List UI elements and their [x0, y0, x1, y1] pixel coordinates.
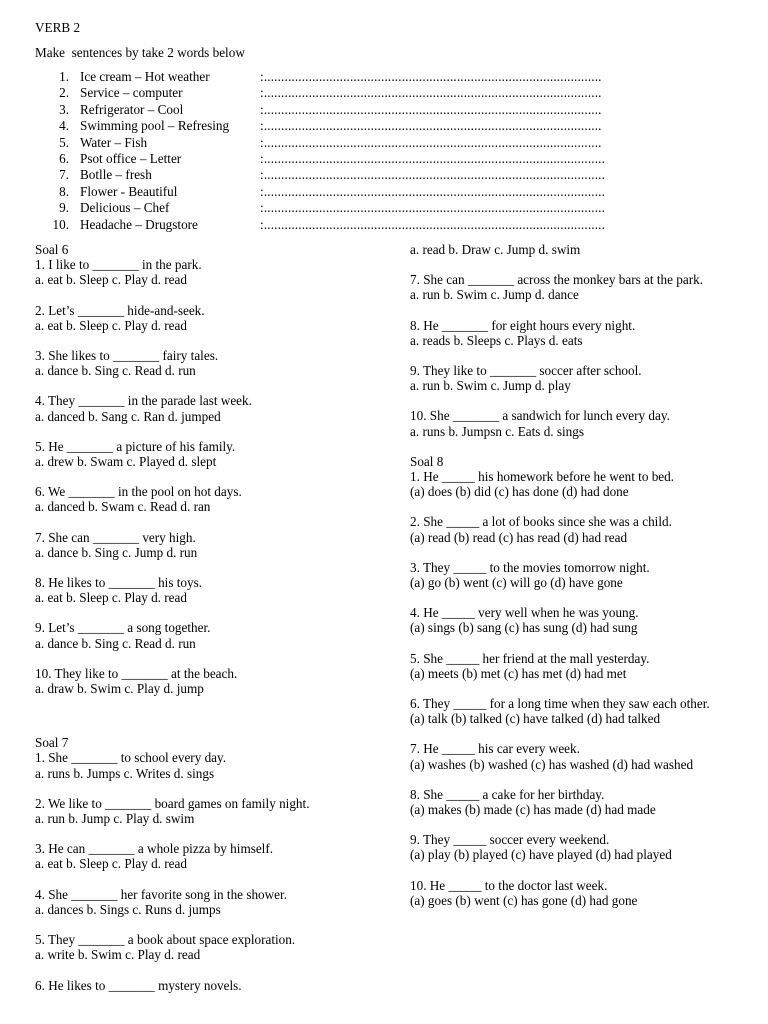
list-number: 8. [59, 183, 69, 199]
question-item [35, 887, 385, 917]
word-pair-text: Service – computer [80, 85, 183, 101]
section-title: Soal 7 [35, 735, 69, 751]
question-item [35, 484, 385, 514]
word-pair-item [35, 135, 735, 151]
question-text: 9. Let’s _______ a song together. [35, 620, 211, 636]
answer-options: a. eat b. Sleep c. Play d. read [35, 590, 187, 606]
answer-line: :................................................................................................... [260, 216, 606, 232]
answer-line: :.................................................................................................. [260, 101, 602, 117]
word-pair-item [35, 69, 735, 85]
list-number: 7. [59, 167, 69, 183]
answer-options: (a) does (b) did (c) has done (d) had done [410, 484, 629, 500]
question-item [410, 651, 740, 681]
question-item [410, 318, 740, 348]
word-pair-text: Flower - Beautiful [80, 183, 178, 199]
question-text: 9. They _____ soccer every weekend. [410, 832, 610, 848]
word-pair-item [35, 102, 735, 118]
question-item [410, 469, 740, 499]
question-text: 4. She _______ her favorite song in the shower. [35, 886, 287, 902]
question-text: 6. They _____ for a long time when they saw each other. [410, 696, 710, 712]
answer-options: a. run b. Swim c. Jump d. play [410, 378, 571, 394]
question-item [35, 257, 385, 287]
answer-options: (a) makes (b) made (c) has made (d) had made [410, 802, 656, 818]
question-item [35, 575, 385, 605]
question-text: 6. We _______ in the pool on hot days. [35, 484, 242, 500]
answer-options: a. read b. Draw c. Jump d. swim [410, 242, 581, 257]
question-text: 5. He _______ a picture of his family. [35, 438, 236, 454]
question-item [35, 796, 385, 826]
list-number: 2. [59, 85, 69, 101]
question-text: 10. They like to _______ at the beach. [35, 665, 238, 681]
answer-options: a. dances b. Sings c. Runs d. jumps [35, 901, 221, 917]
question-text: 7. She can _______ very high. [35, 529, 196, 545]
soal7-section [35, 735, 385, 992]
soal6-section [35, 242, 385, 696]
question-text: 4. He _____ very well when he was young. [410, 605, 639, 621]
answer-options: a. run b. Jump c. Play d. swim [35, 811, 195, 827]
question-text: 9. They like to _______ soccer after school. [410, 363, 642, 379]
word-pair-text: Ice cream – Hot weather [80, 69, 210, 84]
answer-options: (a) read (b) read (c) has read (d) had read [410, 529, 628, 545]
question-item [35, 750, 385, 780]
list-number: 9. [59, 200, 69, 216]
answer-options: a. runs b. Jumpsn c. Eats d. sings [410, 423, 584, 439]
answer-options: a. reads b. Sleeps c. Plays d. eats [410, 332, 583, 348]
question-item [35, 841, 385, 871]
answer-options: (a) sings (b) sang (c) has sung (d) had sung [410, 620, 638, 636]
answer-options: (a) play (b) played (c) have played (d) had played [410, 847, 672, 863]
answer-line: :................................................................................................... [260, 183, 606, 199]
answer-options: (a) washes (b) washed (c) has washed (d) had washed [410, 756, 694, 772]
question-item [410, 741, 740, 771]
question-text: 10. She _______ a sandwich for lunch every day. [410, 408, 670, 424]
question-text: 8. He likes to _______ his toys. [35, 575, 203, 591]
question-text: 4. They _______ in the parade last week. [35, 393, 252, 409]
word-pair-item [35, 184, 735, 200]
answer-options: a. danced b. Sang c. Ran d. jumped [35, 408, 221, 424]
question-text: 1. He _____ his homework before he went to bed. [410, 469, 675, 485]
list-number: 10. [52, 216, 69, 232]
answer-options: (a) go (b) went (c) will go (d) have gone [410, 575, 623, 591]
word-pair-text: Refrigerator – Cool [80, 101, 184, 117]
question-item [410, 363, 740, 393]
question-text: 8. He _______ for eight hours every night. [410, 317, 636, 333]
answer-options: a. run b. Swim c. Jump d. dance [410, 287, 579, 303]
word-pair-item [35, 118, 735, 134]
question-item [410, 696, 740, 726]
question-text: 6. He likes to _______ mystery novels. [35, 977, 242, 993]
word-pair-item [35, 85, 735, 101]
word-pair-list [35, 69, 735, 233]
answer-options: a. eat b. Sleep c. Play d. read [35, 317, 187, 333]
answer-options: a. write b. Swim c. Play d. read [35, 947, 201, 963]
answer-options: a. eat b. Sleep c. Play d. read [35, 856, 187, 872]
question-text: 7. He _____ his car every week. [410, 741, 580, 757]
word-pair-item [35, 167, 735, 183]
page-title: VERB 2 [35, 20, 81, 35]
question-text: 5. She _____ her friend at the mall yesterday. [410, 650, 650, 666]
answer-options: a. dance b. Sing c. Read d. run [35, 363, 196, 379]
question-item [410, 605, 740, 635]
question-item [35, 439, 385, 469]
question-item [35, 666, 385, 696]
answer-line: :................................................................................................... [260, 200, 606, 216]
question-item [35, 348, 385, 378]
word-pair-item [35, 151, 735, 167]
question-item [35, 620, 385, 650]
question-text: 1. She _______ to school every day. [35, 750, 227, 766]
instruction-text: Make sentences by take 2 words below [35, 45, 245, 60]
answer-line: :................................................................................................... [260, 150, 606, 166]
section-title: Soal 8 [410, 453, 444, 469]
answer-options: a. dance b. Sing c. Jump d. run [35, 544, 198, 560]
word-pair-text: Delicious – Chef [80, 200, 170, 216]
answer-line: :.................................................................................................. [260, 118, 602, 134]
answer-options: (a) talk (b) talked (c) have talked (d) had talked [410, 711, 661, 727]
answer-options: a. drew b. Swam c. Played d. slept [35, 454, 217, 470]
question-item [35, 530, 385, 560]
list-number: 1. [59, 69, 69, 84]
question-text: 7. She can _______ across the monkey bars at the park. [410, 272, 703, 288]
question-item [35, 932, 385, 962]
list-number: 3. [59, 101, 69, 117]
word-pair-text: Swimming pool – Refresing [80, 118, 230, 134]
question-item [410, 514, 740, 544]
soal8-section [410, 454, 740, 908]
answer-line: :.................................................................................................. [260, 85, 602, 101]
question-text: 2. Let’s _______ hide-and-seek. [35, 302, 205, 318]
answer-line: :................................................................................................... [260, 167, 606, 183]
answer-line: :.................................................................................................. [260, 69, 602, 84]
answer-options: a. draw b. Swim c. Play d. jump [35, 681, 204, 697]
question-text: 10. He _____ to the doctor last week. [410, 877, 608, 893]
section-title: Soal 6 [35, 242, 69, 257]
answer-options: a. runs b. Jumps c. Writes d. sings [35, 765, 215, 781]
answer-options: a. danced b. Swam c. Read d. ran [35, 499, 211, 515]
right-column [410, 242, 740, 923]
question-text: 2. We like to _______ board games on family night. [35, 795, 310, 811]
list-number: 5. [59, 134, 69, 150]
word-pair-item [35, 217, 735, 233]
question-item [35, 303, 385, 333]
word-pair-text: Psot office – Letter [80, 150, 182, 166]
answer-line: :.................................................................................................. [260, 134, 602, 150]
list-number: 6. [59, 150, 69, 166]
question-text: 3. She likes to _______ fairy tales. [35, 348, 219, 364]
answer-options: (a) meets (b) met (c) has met (d) had met [410, 665, 627, 681]
answer-options: (a) goes (b) went (c) has gone (d) had gone [410, 892, 638, 908]
question-text: 1. I like to _______ in the park. [35, 257, 202, 273]
answer-options: a. dance b. Sing c. Read d. run [35, 635, 196, 651]
question-item [410, 878, 740, 908]
question-item [410, 560, 740, 590]
list-number: 4. [59, 118, 69, 134]
word-pair-text: Botlle – fresh [80, 167, 152, 183]
word-pair-item [35, 200, 735, 216]
word-pair-text: Headache – Drugstore [80, 216, 198, 232]
question-item [410, 787, 740, 817]
question-item [410, 408, 740, 438]
question-text: 2. She _____ a lot of books since she was a child. [410, 514, 672, 530]
question-item [410, 832, 740, 862]
question-text: 3. He can _______ a whole pizza by himself. [35, 841, 274, 857]
question-text: 5. They _______ a book about space exploration. [35, 932, 296, 948]
question-item [410, 272, 740, 302]
answer-options: a. eat b. Sleep c. Play d. read [35, 272, 187, 288]
question-text: 3. They _____ to the movies tomorrow night. [410, 559, 650, 575]
left-column [35, 242, 385, 993]
word-pair-text: Water – Fish [80, 134, 148, 150]
question-item [35, 393, 385, 423]
question-text: 8. She _____ a cake for her birthday. [410, 786, 605, 802]
